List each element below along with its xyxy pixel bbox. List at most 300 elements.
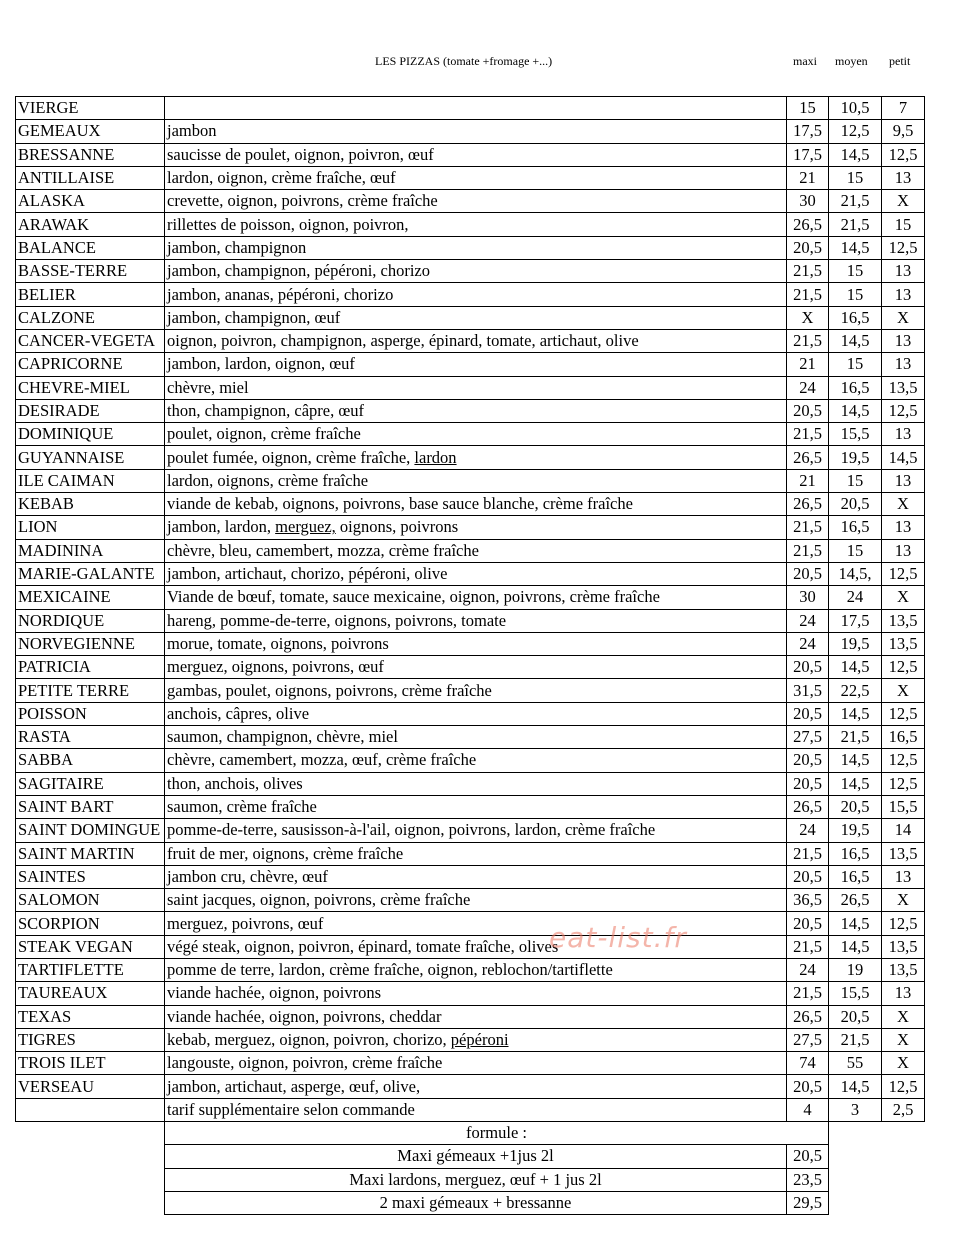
- pizza-name: SAGITAIRE: [16, 772, 165, 795]
- price-moyen: 15: [829, 353, 882, 376]
- pizza-ingredients: [165, 889, 787, 912]
- price-petit: 15: [882, 213, 925, 236]
- pizza-name: ILE CAIMAN: [16, 469, 165, 492]
- pizza-name: SALOMON: [16, 889, 165, 912]
- price-petit: 13,5: [882, 376, 925, 399]
- pizza-row: [16, 912, 925, 935]
- price-petit: 13,5: [882, 632, 925, 655]
- pizza-row: [16, 236, 925, 259]
- price-maxi: 26,5: [787, 795, 829, 818]
- pizza-ingredients: [165, 609, 787, 632]
- price-petit: 13: [882, 539, 925, 562]
- pizza-ingredients: [165, 562, 787, 585]
- pizza-name: BELIER: [16, 283, 165, 306]
- price-petit: X: [882, 586, 925, 609]
- pizza-name: NORVEGIENNE: [16, 632, 165, 655]
- ingredients-underlined-text: lardon: [414, 447, 457, 467]
- price-maxi: 24: [787, 958, 829, 981]
- pizza-ingredients: [165, 353, 787, 376]
- pizza-name: MARIE-GALANTE: [16, 562, 165, 585]
- price-moyen: 14,5: [829, 143, 882, 166]
- pizza-name: ANTILLAISE: [16, 166, 165, 189]
- pizza-name: MADININA: [16, 539, 165, 562]
- pizza-name: SAINT BART: [16, 795, 165, 818]
- pizza-ingredients: [165, 842, 787, 865]
- pizza-name: LION: [16, 516, 165, 539]
- pizza-name: TIGRES: [16, 1028, 165, 1051]
- pizza-name: STEAK VEGAN: [16, 935, 165, 958]
- pizza-row: [16, 679, 925, 702]
- pizza-row: [16, 469, 925, 492]
- pizza-ingredients: [165, 306, 787, 329]
- price-maxi: 74: [787, 1052, 829, 1075]
- price-petit: 13: [882, 260, 925, 283]
- ingredients-text: rillettes de poisson, oignon, poivron,: [167, 214, 409, 234]
- ingredients-text: langouste, oignon, poivron, crème fraîche: [167, 1053, 443, 1073]
- pizza-ingredients: [165, 399, 787, 422]
- column-header-moyen: moyen: [835, 54, 868, 68]
- pizza-ingredients: [165, 516, 787, 539]
- price-moyen: 26,5: [829, 889, 882, 912]
- price-petit: 13: [882, 516, 925, 539]
- price-maxi: 21,5: [787, 329, 829, 352]
- ingredients-text: jambon, ananas, pépéroni, chorizo: [167, 284, 394, 304]
- pizza-ingredients: [165, 772, 787, 795]
- pizza-row: [16, 632, 925, 655]
- pizza-name: NORDIQUE: [16, 609, 165, 632]
- pizza-ingredients: [165, 120, 787, 143]
- price-maxi: 36,5: [787, 889, 829, 912]
- price-moyen: 21,5: [829, 213, 882, 236]
- pizza-ingredients: [165, 1052, 787, 1075]
- ingredients-text: chèvre, camembert, mozza, œuf, crème fraîche: [167, 750, 477, 770]
- pizza-row: [16, 726, 925, 749]
- pizza-row: [16, 1052, 925, 1075]
- price-moyen: 14,5: [829, 1075, 882, 1098]
- price-moyen: 15,5: [829, 982, 882, 1005]
- price-petit: 13,5: [882, 935, 925, 958]
- pizza-row: [16, 1098, 925, 1121]
- pizza-row: [16, 889, 925, 912]
- price-maxi: 21: [787, 166, 829, 189]
- menu-title: LES PIZZAS (tomate +fromage +...): [375, 54, 553, 68]
- ingredients-text: oignon, poivron, champignon, asperge, épinard, tomate, artichaut, olive: [167, 331, 639, 351]
- pizza-ingredients: [165, 376, 787, 399]
- formula-label: 2 maxi gémeaux + bressanne: [165, 1191, 787, 1214]
- price-moyen: 55: [829, 1052, 882, 1075]
- price-moyen: 20,5: [829, 795, 882, 818]
- pizza-name: VIERGE: [16, 97, 165, 120]
- price-petit: 12,5: [882, 749, 925, 772]
- pizza-row: [16, 283, 925, 306]
- ingredients-text: jambon, champignon: [167, 237, 307, 257]
- price-moyen: 10,5: [829, 97, 882, 120]
- pizza-row: [16, 1075, 925, 1098]
- pizza-name: TEXAS: [16, 1005, 165, 1028]
- formula-price: 29,5: [787, 1191, 829, 1214]
- price-maxi: 27,5: [787, 726, 829, 749]
- price-petit: 13: [882, 283, 925, 306]
- pizza-row: [16, 539, 925, 562]
- price-moyen: 17,5: [829, 609, 882, 632]
- price-moyen: 16,5: [829, 842, 882, 865]
- pizza-ingredients: [165, 236, 787, 259]
- ingredients-text: kebab, merguez, oignon, poivron, chorizo,: [167, 1030, 451, 1050]
- price-maxi: 21,5: [787, 516, 829, 539]
- pizza-row: [16, 982, 925, 1005]
- price-petit: 12,5: [882, 1075, 925, 1098]
- pizza-name: ALASKA: [16, 190, 165, 213]
- pizza-ingredients: [165, 329, 787, 352]
- pizza-ingredients: [165, 539, 787, 562]
- pizza-name: SABBA: [16, 749, 165, 772]
- ingredients-text: poulet fumée, oignon, crème fraîche,: [167, 447, 415, 467]
- ingredients-text: chèvre, miel: [167, 377, 249, 397]
- price-petit: 9,5: [882, 120, 925, 143]
- pizza-name: CHEVRE-MIEL: [16, 376, 165, 399]
- price-maxi: 20,5: [787, 399, 829, 422]
- price-maxi: 21,5: [787, 260, 829, 283]
- pizza-ingredients: [165, 726, 787, 749]
- price-petit: X: [882, 306, 925, 329]
- price-moyen: 14,5: [829, 399, 882, 422]
- price-moyen: 19,5: [829, 819, 882, 842]
- pizza-ingredients: [165, 143, 787, 166]
- pizza-ingredients: [165, 865, 787, 888]
- pizza-row: [16, 166, 925, 189]
- ingredients-text: végé steak, oignon, poivron, épinard, tomate fraîche, olives: [167, 936, 559, 956]
- formula-title: formule :: [165, 1122, 829, 1145]
- price-moyen: 15: [829, 539, 882, 562]
- ingredients-text-after: oignons, poivrons: [335, 517, 459, 537]
- price-maxi: 30: [787, 586, 829, 609]
- pizza-ingredients: [165, 283, 787, 306]
- pizza-name: SAINTES: [16, 865, 165, 888]
- pizza-name: SAINT MARTIN: [16, 842, 165, 865]
- price-petit: 13: [882, 865, 925, 888]
- price-maxi: 31,5: [787, 679, 829, 702]
- pizza-row: [16, 143, 925, 166]
- ingredients-text: hareng, pomme-de-terre, oignons, poivrons, tomate: [167, 610, 507, 630]
- price-moyen: 24: [829, 586, 882, 609]
- pizza-row: [16, 842, 925, 865]
- price-petit: X: [882, 1028, 925, 1051]
- price-moyen: 14,5,: [829, 562, 882, 585]
- pizza-name: PATRICIA: [16, 656, 165, 679]
- pizza-row: [16, 120, 925, 143]
- pizza-name: TARTIFLETTE: [16, 958, 165, 981]
- ingredients-text: viande hachée, oignon, poivrons: [167, 983, 381, 1003]
- pizza-ingredients: [165, 423, 787, 446]
- ingredients-text: anchois, câpres, olive: [167, 703, 310, 723]
- price-petit: 13: [882, 469, 925, 492]
- pizza-row: [16, 423, 925, 446]
- price-moyen: 20,5: [829, 493, 882, 516]
- price-moyen: 3: [829, 1098, 882, 1121]
- price-petit: 12,5: [882, 236, 925, 259]
- price-maxi: 26,5: [787, 493, 829, 516]
- pizza-name: CANCER-VEGETA: [16, 329, 165, 352]
- price-moyen: 21,5: [829, 726, 882, 749]
- ingredients-text: saumon, champignon, chèvre, miel: [167, 727, 398, 747]
- price-maxi: 20,5: [787, 1075, 829, 1098]
- pizza-ingredients: [165, 632, 787, 655]
- ingredients-text: jambon cru, chèvre, œuf: [167, 866, 328, 886]
- price-petit: 13: [882, 982, 925, 1005]
- price-petit: 7: [882, 97, 925, 120]
- price-maxi: 26,5: [787, 213, 829, 236]
- price-maxi: X: [787, 306, 829, 329]
- price-moyen: 16,5: [829, 516, 882, 539]
- pizza-name: MEXICAINE: [16, 586, 165, 609]
- pizza-name: SAINT DOMINGUE: [16, 819, 165, 842]
- pizza-row: [16, 353, 925, 376]
- ingredients-text: thon, champignon, câpre, œuf: [167, 401, 365, 420]
- ingredients-text: jambon, artichaut, asperge, œuf, olive,: [167, 1076, 421, 1096]
- price-moyen: 14,5: [829, 772, 882, 795]
- pizza-row: [16, 795, 925, 818]
- pizza-name: KEBAB: [16, 493, 165, 516]
- pizza-ingredients: [165, 749, 787, 772]
- price-moyen: 14,5: [829, 329, 882, 352]
- pizza-row: [16, 749, 925, 772]
- price-maxi: 20,5: [787, 236, 829, 259]
- price-petit: X: [882, 493, 925, 516]
- pizza-ingredients: [165, 795, 787, 818]
- ingredients-text: merguez, oignons, poivrons, œuf: [167, 657, 384, 677]
- price-petit: 13,5: [882, 958, 925, 981]
- price-moyen: 16,5: [829, 376, 882, 399]
- ingredients-text: viande hachée, oignon, poivrons, cheddar: [167, 1006, 442, 1026]
- pizza-ingredients: [165, 446, 787, 469]
- pizza-ingredients: [165, 1098, 787, 1121]
- price-moyen: 21,5: [829, 1028, 882, 1051]
- price-maxi: 17,5: [787, 120, 829, 143]
- pizza-name: SCORPION: [16, 912, 165, 935]
- pizza-name: DOMINIQUE: [16, 423, 165, 446]
- price-maxi: 4: [787, 1098, 829, 1121]
- pizza-ingredients: [165, 493, 787, 516]
- pizza-ingredients: [165, 213, 787, 236]
- pizza-ingredients: [165, 260, 787, 283]
- pizza-name: BRESSANNE: [16, 143, 165, 166]
- price-maxi: 24: [787, 632, 829, 655]
- pizza-row: [16, 958, 925, 981]
- pizza-row: [16, 702, 925, 725]
- price-petit: X: [882, 1052, 925, 1075]
- price-maxi: 20,5: [787, 865, 829, 888]
- price-moyen: 12,5: [829, 120, 882, 143]
- pizza-row: [16, 656, 925, 679]
- pizza-row: [16, 516, 925, 539]
- ingredients-text: poulet, oignon, crème fraîche: [167, 424, 361, 444]
- pizza-ingredients: [165, 190, 787, 213]
- pizza-name: CAPRICORNE: [16, 353, 165, 376]
- price-moyen: 16,5: [829, 306, 882, 329]
- price-petit: 12,5: [882, 562, 925, 585]
- formula-label: Maxi gémeaux +1jus 2l: [165, 1145, 787, 1168]
- price-maxi: 27,5: [787, 1028, 829, 1051]
- pizza-name: GEMEAUX: [16, 120, 165, 143]
- price-maxi: 26,5: [787, 1005, 829, 1028]
- column-header-maxi: maxi: [793, 54, 817, 68]
- formula-row: [165, 1145, 829, 1168]
- pizza-ingredients: [165, 679, 787, 702]
- pizza-row: [16, 399, 925, 422]
- ingredients-text: jambon, champignon, pépéroni, chorizo: [167, 261, 431, 281]
- pizza-name: BASSE-TERRE: [16, 260, 165, 283]
- ingredients-text: Viande de bœuf, tomate, sauce mexicaine, oignon, poivrons, crème fraîche: [167, 587, 660, 607]
- price-petit: 12,5: [882, 912, 925, 935]
- price-maxi: 21,5: [787, 423, 829, 446]
- watermark-text: eat-list.fr: [549, 921, 687, 954]
- pizza-name: DESIRADE: [16, 399, 165, 422]
- price-maxi: 26,5: [787, 446, 829, 469]
- pizza-ingredients: [165, 166, 787, 189]
- pizza-name: TROIS ILET: [16, 1052, 165, 1075]
- pizza-name: BALANCE: [16, 236, 165, 259]
- ingredients-text: pomme de terre, lardon, crème fraîche, oignon, reblochon/tartiflette: [167, 960, 613, 980]
- pizza-name: ARAWAK: [16, 213, 165, 236]
- ingredients-text: saumon, crème fraîche: [167, 797, 317, 817]
- price-petit: 16,5: [882, 726, 925, 749]
- pizza-row: [16, 586, 925, 609]
- price-petit: X: [882, 1005, 925, 1028]
- ingredients-text: crevette, oignon, poivrons, crème fraîche: [167, 191, 438, 211]
- price-maxi: 21,5: [787, 935, 829, 958]
- price-maxi: 15: [787, 97, 829, 120]
- ingredients-text: tarif supplémentaire selon commande: [167, 1099, 415, 1119]
- column-header-petit: petit: [889, 54, 911, 68]
- price-moyen: 15,5: [829, 423, 882, 446]
- price-moyen: 14,5: [829, 236, 882, 259]
- price-petit: 13: [882, 329, 925, 352]
- ingredients-text: jambon, lardon, oignon, œuf: [167, 354, 355, 374]
- price-maxi: 21,5: [787, 842, 829, 865]
- price-maxi: 30: [787, 190, 829, 213]
- pizza-ingredients: [165, 1075, 787, 1098]
- ingredients-text: saucisse de poulet, oignon, poivron, œuf: [167, 144, 434, 164]
- ingredients-underlined-text: pépéroni: [450, 1030, 509, 1050]
- pizza-row: [16, 865, 925, 888]
- pizza-row: [16, 819, 925, 842]
- pizza-ingredients: [165, 469, 787, 492]
- pizza-ingredients: [165, 97, 787, 120]
- price-petit: X: [882, 190, 925, 213]
- price-maxi: 24: [787, 609, 829, 632]
- pizza-ingredients: [165, 982, 787, 1005]
- price-moyen: 19,5: [829, 632, 882, 655]
- ingredients-text: saint jacques, oignon, poivrons, crème fraîche: [167, 890, 471, 910]
- pizza-name: [16, 1098, 165, 1121]
- pizza-name: VERSEAU: [16, 1075, 165, 1098]
- price-petit: 13: [882, 353, 925, 376]
- price-maxi: 21,5: [787, 539, 829, 562]
- price-petit: 13,5: [882, 842, 925, 865]
- pizza-ingredients: [165, 586, 787, 609]
- ingredients-text: lardon, oignon, crème fraîche, œuf: [167, 168, 396, 188]
- pizza-ingredients: [165, 1028, 787, 1051]
- price-maxi: 21,5: [787, 283, 829, 306]
- formula-row: [165, 1168, 829, 1191]
- price-moyen: 14,5: [829, 912, 882, 935]
- ingredients-text: jambon, lardon,: [167, 517, 276, 537]
- price-petit: 12,5: [882, 772, 925, 795]
- formula-row: [165, 1191, 829, 1214]
- pizza-name: RASTA: [16, 726, 165, 749]
- price-petit: 13: [882, 166, 925, 189]
- price-maxi: 21: [787, 353, 829, 376]
- price-moyen: 15: [829, 283, 882, 306]
- pizza-row: [16, 376, 925, 399]
- price-petit: 14,5: [882, 446, 925, 469]
- ingredients-text: jambon: [167, 121, 217, 141]
- pizza-name: PETITE TERRE: [16, 679, 165, 702]
- ingredients-underlined-text: merguez,: [275, 517, 336, 537]
- pizza-row: [16, 1028, 925, 1051]
- formula-table: [164, 1121, 829, 1215]
- pizza-row: [16, 329, 925, 352]
- price-petit: 13,5: [882, 609, 925, 632]
- pizza-menu-body: [16, 97, 925, 1122]
- price-moyen: 15: [829, 166, 882, 189]
- ingredients-text: gambas, poulet, oignons, poivrons, crème fraîche: [167, 680, 492, 700]
- price-moyen: 14,5: [829, 656, 882, 679]
- pizza-row: [16, 97, 925, 120]
- price-petit: 12,5: [882, 399, 925, 422]
- price-moyen: 15: [829, 260, 882, 283]
- pizza-row: [16, 190, 925, 213]
- price-petit: 12,5: [882, 143, 925, 166]
- pizza-ingredients: [165, 656, 787, 679]
- price-petit: 2,5: [882, 1098, 925, 1121]
- ingredients-text: merguez, poivrons, œuf: [167, 913, 324, 933]
- formula-title-row: [165, 1122, 829, 1145]
- pizza-row: [16, 772, 925, 795]
- pizza-name: CALZONE: [16, 306, 165, 329]
- price-moyen: 14,5: [829, 749, 882, 772]
- pizza-ingredients: [165, 1005, 787, 1028]
- price-maxi: 21: [787, 469, 829, 492]
- pizza-row: [16, 493, 925, 516]
- price-petit: 15,5: [882, 795, 925, 818]
- price-maxi: 20,5: [787, 912, 829, 935]
- price-moyen: 22,5: [829, 679, 882, 702]
- pizza-row: [16, 609, 925, 632]
- pizza-ingredients: [165, 702, 787, 725]
- formula-price: 23,5: [787, 1168, 829, 1191]
- price-maxi: 24: [787, 376, 829, 399]
- ingredients-text: chèvre, bleu, camembert, mozza, crème fraîche: [167, 540, 479, 560]
- price-moyen: 19,5: [829, 446, 882, 469]
- ingredients-text: morue, tomate, oignons, poivrons: [167, 633, 389, 653]
- price-maxi: 24: [787, 819, 829, 842]
- price-petit: X: [882, 679, 925, 702]
- pizza-row: [16, 446, 925, 469]
- pizza-row: [16, 306, 925, 329]
- pizza-ingredients: [165, 912, 787, 935]
- price-moyen: 14,5: [829, 935, 882, 958]
- price-petit: 14: [882, 819, 925, 842]
- pizza-row: [16, 1005, 925, 1028]
- pizza-ingredients: [165, 958, 787, 981]
- ingredients-text: fruit de mer, oignons, crème fraîche: [167, 843, 404, 863]
- ingredients-text: jambon, artichaut, chorizo, pépéroni, olive: [167, 564, 448, 584]
- price-moyen: 20,5: [829, 1005, 882, 1028]
- ingredients-text: jambon, champignon, œuf: [167, 307, 341, 327]
- pizza-name: POISSON: [16, 702, 165, 725]
- price-moyen: 14,5: [829, 702, 882, 725]
